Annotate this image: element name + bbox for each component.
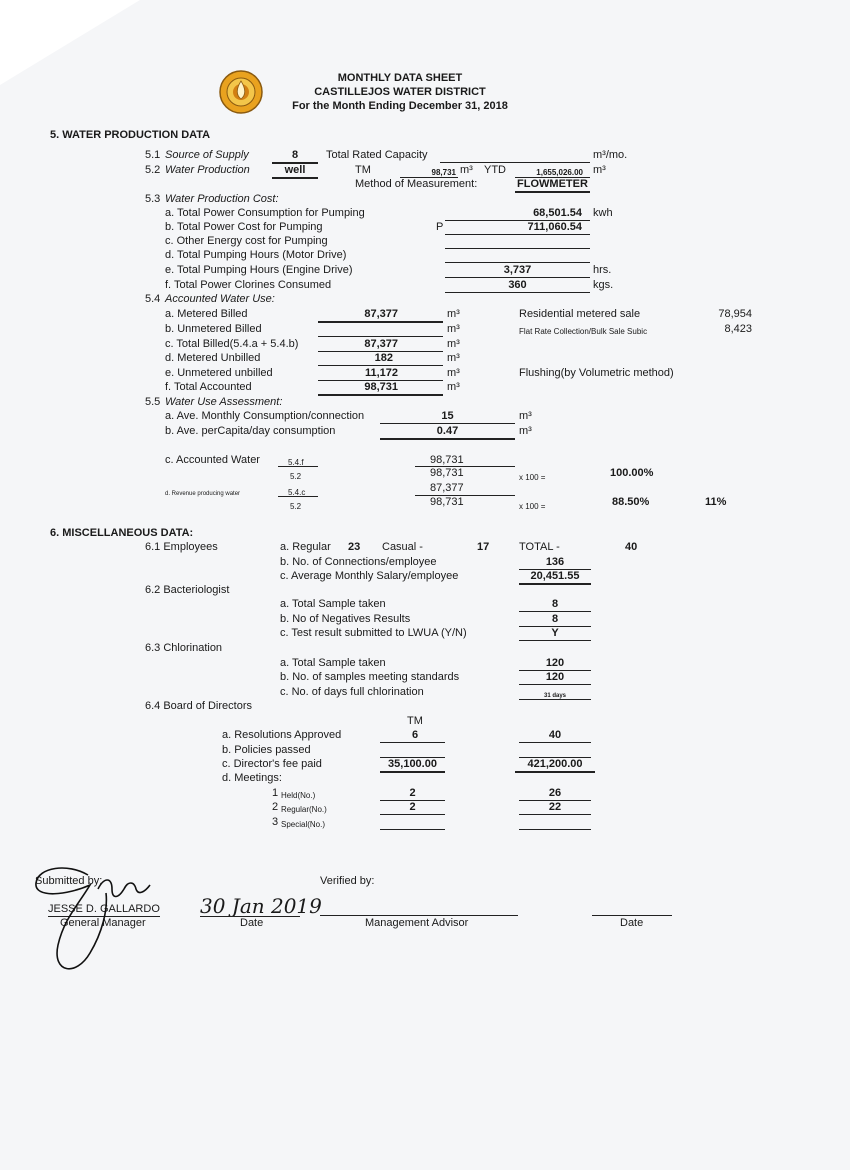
regular-meeting-num: 2 (272, 801, 279, 813)
water-use-assessment-label: Water Use Assessment: (165, 396, 283, 408)
district-name: CASTILLEJOS WATER DISTRICT (314, 86, 486, 98)
chlor-total-sample-value: 120 (545, 657, 565, 669)
revenue-water-percent: 88.50% (612, 496, 650, 508)
resolutions-ytd: 40 (548, 729, 562, 741)
accounted-multiplier: x 100 = (519, 473, 546, 482)
average-salary-value: 20,451.55 (530, 570, 580, 582)
production-cost-label: Water Production Cost: (165, 193, 279, 205)
ave-consumption-value: 15 (441, 410, 454, 422)
gm-signature (28, 855, 158, 985)
flat-rate-value: 8,423 (724, 323, 752, 335)
water-district-logo (218, 69, 264, 115)
regular-count: 23 (348, 541, 361, 553)
metered-billed-value: 87,377 (364, 308, 398, 320)
ytd-unit: m³ (593, 164, 606, 176)
lwua-submitted-value: Y (551, 627, 559, 639)
lwua-submitted-label: c. Test result submitted to LWUA (Y/N) (280, 627, 467, 639)
ave-percapita-unit: m³ (519, 425, 532, 437)
regular-meeting-label: Regular(No.) (281, 805, 327, 814)
motor-drive-hours-label: d. Total Pumping Hours (Motor Drive) (165, 249, 347, 261)
revenue-denominator-ref: 5.2 (290, 502, 302, 511)
metered-unbilled-unit: m³ (447, 352, 460, 364)
engine-drive-hours-value: 3,737 (503, 264, 532, 276)
metered-unbilled-label: d. Metered Unbilled (165, 352, 261, 364)
residential-sale-value: 78,954 (718, 308, 752, 320)
unmetered-unbilled-value: 11,172 (364, 367, 398, 379)
ave-consumption-label: a. Ave. Monthly Consumption/connection (165, 410, 365, 422)
accounted-denominator: 98,731 (430, 467, 464, 479)
ave-percapita-value: 0.47 (436, 425, 459, 437)
clorines-consumed-label: f. Total Power Clorines Consumed (165, 279, 332, 291)
total-accounted-label: f. Total Accounted (165, 381, 252, 393)
power-consumption-label: a. Total Power Consumption for Pumping (165, 207, 365, 219)
row-5-1-num: 5.1 (145, 149, 161, 161)
tm-unit: m³ (460, 164, 473, 176)
source-of-supply-value: 8 (291, 149, 299, 161)
verified-by-label: Verified by: (320, 875, 375, 887)
tm-label: TM (355, 164, 371, 176)
revenue-water-label: d. Revenue producing water (165, 491, 241, 497)
capacity-unit: m³/mo. (593, 149, 628, 161)
unmetered-billed-label: b. Unmetered Billed (165, 323, 262, 335)
regular-label: a. Regular (280, 541, 331, 553)
handwritten-sign-date: 30 Jan 2019 (200, 894, 322, 918)
accounted-water-use-label: Accounted Water Use: (165, 293, 275, 305)
board-of-directors-label: 6.4 Board of Directors (145, 700, 252, 712)
samples-meeting-standards-label: b. No. of samples meeting standards (280, 671, 460, 683)
connections-per-employee-label: b. No. of Connections/employee (280, 556, 437, 568)
employees-label: 6.1 Employees (145, 541, 218, 553)
tm-production-value: 98,731 (431, 168, 456, 177)
metered-billed-label: a. Metered Billed (165, 308, 248, 320)
section-5-title: 5. WATER PRODUCTION DATA (50, 129, 211, 141)
full-chlorination-days-label: c. No. of days full chlorination (280, 686, 424, 698)
accounted-denominator-ref: 5.2 (290, 472, 302, 481)
revenue-multiplier: x 100 = (519, 502, 546, 511)
folded-corner (0, 0, 140, 85)
accounted-water-percent: 100.00% (610, 467, 654, 479)
connections-per-employee-value: 136 (545, 556, 565, 568)
accounted-water-label: c. Accounted Water (165, 454, 260, 466)
revenue-numerator: 87,377 (430, 482, 464, 494)
total-accounted-value: 98,731 (364, 381, 398, 393)
source-of-supply-label: Source of Supply (165, 149, 249, 161)
chlorination-label: 6.3 Chlorination (145, 642, 223, 654)
resolutions-label: a. Resolutions Approved (222, 729, 342, 741)
ytd-production-value: 1,655,026.00 (536, 168, 583, 177)
power-consumption-value: 68,501.54 (533, 207, 582, 219)
directors-fee-label: c. Director's fee paid (222, 758, 322, 770)
average-salary-label: c. Average Monthly Salary/employee (280, 570, 459, 582)
total-billed-value: 87,377 (364, 338, 398, 350)
unmetered-unbilled-unit: m³ (447, 367, 460, 379)
flat-rate-label: Flat Rate Collection/Bulk Sale Subic (519, 327, 648, 336)
kgs-unit: kgs. (593, 279, 614, 291)
metered-unbilled-value: 182 (374, 352, 393, 364)
flushing-label: Flushing(by Volumetric method) (519, 367, 674, 379)
board-tm-header: TM (407, 715, 423, 727)
other-energy-cost-label: c. Other Energy cost for Pumping (165, 235, 328, 247)
residential-sale-label: Residential metered sale (519, 308, 641, 320)
special-meeting-label: Special(No.) (281, 820, 326, 829)
revenue-numerator-ref: 5.4.c (288, 488, 306, 497)
bact-total-sample-label: a. Total Sample taken (280, 598, 386, 610)
total-employees-label: TOTAL - (519, 541, 560, 553)
water-production-source: well (284, 164, 306, 176)
held-label: Held(No.) (281, 791, 316, 800)
directors-fee-ytd: 421,200.00 (527, 758, 583, 770)
method-value: FLOWMETER (517, 178, 588, 190)
chlor-total-sample-label: a. Total Sample taken (280, 657, 386, 669)
negative-results-value: 8 (551, 613, 559, 625)
meetings-label: d. Meetings: (222, 772, 282, 784)
resolutions-tm: 6 (412, 729, 419, 741)
special-meeting-num: 3 (272, 816, 279, 828)
sheet-title: MONTHLY DATA SHEET (337, 72, 463, 84)
clorines-consumed-value: 360 (508, 279, 527, 291)
total-accounted-unit: m³ (447, 381, 460, 393)
signatory-position: General Manager (60, 917, 146, 929)
regular-meeting-ytd: 22 (548, 801, 562, 813)
accounted-numerator: 98,731 (430, 454, 464, 466)
unmetered-unbilled-label: e. Unmetered unbilled (165, 367, 273, 379)
held-tm: 2 (409, 787, 416, 799)
regular-meeting-tm: 2 (409, 801, 416, 813)
negative-results-label: b. No of Negatives Results (280, 613, 411, 625)
total-billed-unit: m³ (447, 338, 460, 350)
bact-total-sample-value: 8 (551, 598, 559, 610)
power-consumption-unit: kwh (593, 207, 613, 219)
metered-billed-unit: m³ (447, 308, 460, 320)
unmetered-billed-unit: m³ (447, 323, 460, 335)
held-ytd: 26 (548, 787, 562, 799)
samples-meeting-standards-value: 120 (545, 671, 565, 683)
casual-count: 17 (477, 541, 490, 553)
section-6-title: 6. MISCELLANEOUS DATA: (50, 527, 194, 539)
sign-date-label: Date (240, 917, 264, 929)
water-production-label: Water Production (165, 164, 250, 176)
accounted-numerator-ref: 5.4.f (288, 458, 304, 467)
policies-label: b. Policies passed (222, 744, 311, 756)
casual-label: Casual - (382, 541, 423, 553)
engine-drive-hours-label: e. Total Pumping Hours (Engine Drive) (165, 264, 353, 276)
full-chlorination-days-value: 31 days (543, 693, 567, 699)
power-cost-value: 711,060.54 (527, 221, 582, 233)
management-advisor-label: Management Advisor (365, 917, 469, 929)
method-label: Method of Measurement: (355, 178, 478, 190)
total-rated-capacity-label: Total Rated Capacity (326, 149, 428, 161)
ave-percapita-label: b. Ave. perCapita/day consumption (165, 425, 336, 437)
row-5-2-num: 5.2 (145, 164, 161, 176)
total-employees-value: 40 (625, 541, 638, 553)
revenue-denominator: 98,731 (430, 496, 464, 508)
ytd-label: YTD (484, 164, 506, 176)
power-cost-label: b. Total Power Cost for Pumping (165, 221, 323, 233)
total-billed-label: c. Total Billed(5.4.a + 5.4.b) (165, 338, 299, 350)
ave-consumption-unit: m³ (519, 410, 532, 422)
non-revenue-water-percent: 11% (705, 496, 727, 508)
report-period: For the Month Ending December 31, 2018 (292, 100, 508, 112)
bacteriologist-label: 6.2 Bacteriologist (145, 584, 230, 596)
row-5-5-num: 5.5 (145, 396, 161, 408)
signatory-name: JESSE D. GALLARDO (48, 903, 160, 915)
submitted-by-label: Submitted by: (35, 875, 103, 887)
row-5-3-num: 5.3 (145, 193, 161, 205)
hours-unit: hrs. (593, 264, 612, 276)
directors-fee-tm: 35,100.00 (388, 758, 437, 770)
held-num: 1 (272, 787, 279, 799)
advisor-date-label: Date (620, 917, 644, 929)
row-5-4-num: 5.4 (145, 293, 161, 305)
peso-sign: P (436, 221, 444, 233)
